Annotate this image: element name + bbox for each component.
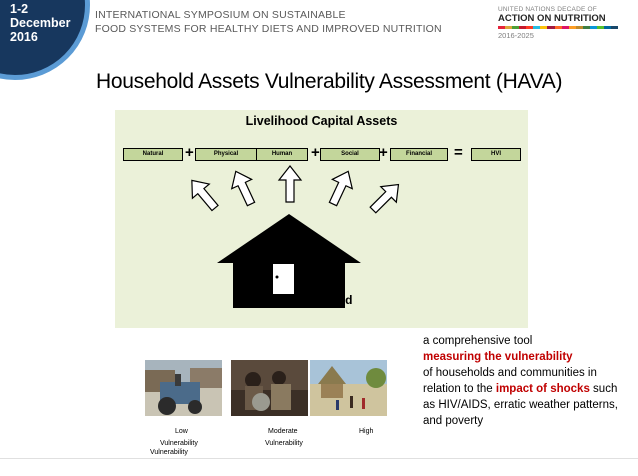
highlight-measuring: measuring the vulnerability bbox=[423, 351, 573, 363]
result-box-hvi: HVI bbox=[471, 148, 521, 161]
label-high: High bbox=[359, 428, 374, 435]
arrow-icon bbox=[323, 167, 358, 209]
un-bar-segment bbox=[505, 26, 512, 29]
label-moderate: Moderate bbox=[268, 428, 298, 435]
plus-sign: + bbox=[185, 144, 194, 161]
highlight-shocks: impact of shocks bbox=[495, 383, 590, 395]
description-middle: of households and communities in relation to the bbox=[423, 367, 597, 395]
arrow-icon bbox=[365, 177, 406, 218]
page-title bbox=[96, 70, 562, 94]
un-logo-line2: ACTION ON NUTRITION bbox=[498, 13, 606, 24]
symposium-title-line2: FOOD SYSTEMS FOR HEALTHY DIETS AND IMPROVED NUTRITION bbox=[95, 23, 442, 35]
label-low: Low bbox=[175, 428, 188, 435]
hava-description bbox=[423, 333, 623, 429]
asset-box-natural: Natural bbox=[123, 148, 183, 161]
photo-moderate-vulnerability bbox=[231, 360, 308, 416]
photo-high-vulnerability bbox=[310, 360, 387, 416]
asset-box-financial: Financial bbox=[390, 148, 448, 161]
un-bar-segment bbox=[498, 26, 505, 29]
un-bar-segment bbox=[533, 26, 540, 29]
equals-sign: = bbox=[454, 144, 463, 161]
arrow-icon bbox=[183, 173, 223, 215]
symposium-title-line1: INTERNATIONAL SYMPOSIUM ON SUSTAINABLE bbox=[95, 9, 346, 21]
livelihood-diagram bbox=[115, 110, 528, 328]
label-low-vulnerability: Vulnerability bbox=[160, 440, 198, 447]
un-logo-color-bar bbox=[498, 26, 618, 29]
un-bar-segment bbox=[604, 26, 611, 29]
date-year: 2016 bbox=[10, 30, 38, 44]
un-bar-segment bbox=[576, 26, 583, 29]
arrow-icon bbox=[226, 167, 261, 209]
plus-sign: + bbox=[379, 144, 388, 161]
asset-box-physical: Physical bbox=[195, 148, 257, 161]
un-bar-segment bbox=[519, 26, 526, 29]
photo-low-vulnerability bbox=[145, 360, 222, 416]
arrow-icon bbox=[279, 166, 301, 202]
description-intro: a comprehensive tool bbox=[423, 335, 533, 347]
un-bar-segment bbox=[547, 26, 554, 29]
asset-box-social: Social bbox=[320, 148, 380, 161]
diagram-title: Livelihood Capital Assets bbox=[245, 114, 398, 128]
un-bar-segment bbox=[611, 26, 618, 29]
label-moderate-vulnerability: Vulnerability bbox=[265, 440, 303, 447]
date-month: December bbox=[10, 16, 71, 30]
event-date bbox=[10, 2, 70, 44]
un-bar-segment bbox=[583, 26, 590, 29]
date-day: 1-2 bbox=[10, 2, 29, 16]
household-label: Household bbox=[290, 293, 353, 307]
un-logo-line1: UNITED NATIONS DECADE OF bbox=[498, 6, 597, 13]
page-title-acronym: HAVA bbox=[502, 70, 556, 93]
description-end: such as HIV/AIDS, erratic weather patterns, and poverty bbox=[423, 383, 618, 427]
un-bar-segment bbox=[526, 26, 533, 29]
page-title-paren-close: ) bbox=[555, 70, 563, 93]
page-title-main: Household Assets Vulnerability Assessment bbox=[96, 70, 491, 93]
footer-divider bbox=[0, 458, 638, 459]
plus-sign: + bbox=[311, 144, 320, 161]
un-bar-segment bbox=[569, 26, 576, 29]
un-bar-segment bbox=[562, 26, 569, 29]
un-bar-segment bbox=[512, 26, 519, 29]
label-vulnerability: Vulnerability bbox=[150, 449, 188, 456]
un-logo-years: 2016-2025 bbox=[498, 31, 534, 40]
symposium-title bbox=[95, 8, 442, 36]
un-decade-logo bbox=[498, 6, 618, 40]
un-bar-segment bbox=[540, 26, 547, 29]
un-bar-segment bbox=[555, 26, 562, 29]
asset-box-human: Human bbox=[256, 148, 308, 161]
page-title-paren-open: ( bbox=[495, 70, 503, 93]
un-bar-segment bbox=[597, 26, 604, 29]
un-bar-segment bbox=[590, 26, 597, 29]
